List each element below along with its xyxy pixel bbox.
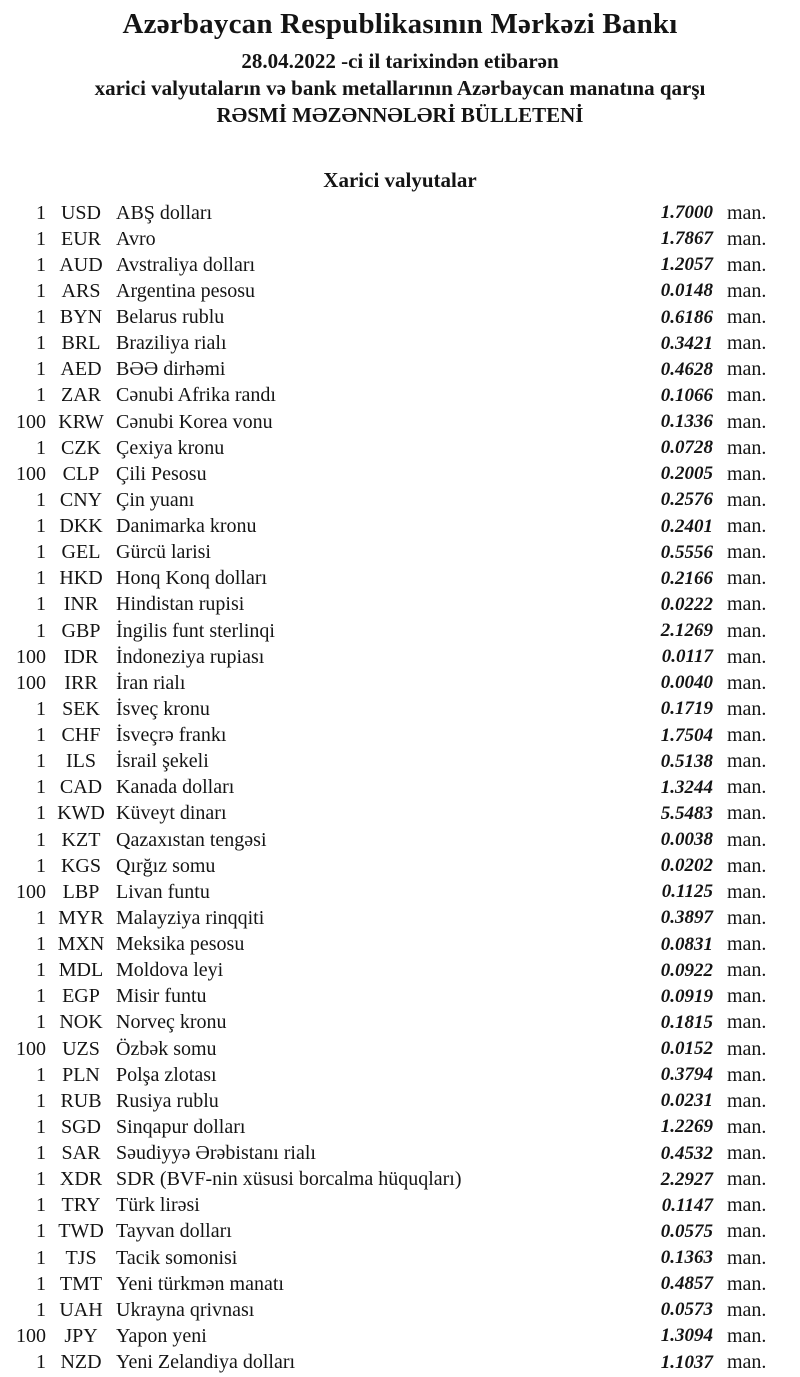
currency-code: JPY [64,1324,98,1347]
unit-label: man. [727,436,767,459]
currency-name: Moldova leyi [116,959,224,982]
table-row [0,566,800,592]
rate-value: 1.7867 [660,228,713,250]
rate-value: 5.5483 [660,802,713,824]
unit-label: man. [727,279,767,302]
currency-quantity: 1 [36,541,46,564]
unit-label: man. [727,619,767,642]
unit-label: man. [727,828,767,851]
rate-value: 0.1066 [660,384,713,406]
currency-quantity: 1 [36,306,46,329]
currency-name: Tayvan dolları [116,1220,232,1243]
unit-label: man. [727,1272,767,1295]
currency-quantity: 1 [36,854,46,877]
unit-label: man. [727,306,767,329]
currency-code: CLP [62,462,100,485]
currency-quantity: 1 [36,1089,46,1112]
unit-label: man. [727,671,767,694]
unit-label: man. [727,227,767,250]
currency-quantity: 1 [36,724,46,747]
currency-name: Avstraliya dolları [116,253,256,276]
currency-name: Tacik somonisi [116,1246,238,1269]
rate-value: 0.0202 [660,855,713,877]
rate-value: 0.0575 [660,1220,713,1242]
unit-label: man. [727,1298,767,1321]
table-row [0,331,800,357]
currency-quantity: 1 [36,384,46,407]
rate-value: 1.7504 [660,724,713,746]
currency-code: INR [63,593,99,616]
currency-quantity: 1 [36,1220,46,1243]
currency-name: Gürcü larisi [116,541,211,564]
currency-quantity: 1 [36,515,46,538]
subject-line: xarici valyutaların və bank metallarının Azərbaycan manatına qarşı [94,76,706,100]
unit-label: man. [727,750,767,773]
currency-quantity: 1 [36,1272,46,1295]
table-row [0,984,800,1010]
bank-title: Azərbaycan Respublikasının Mərkəzi Bankı [122,8,678,40]
currency-quantity: 1 [36,1011,46,1034]
currency-quantity: 1 [36,488,46,511]
table-row [0,827,800,853]
rate-value: 0.0148 [660,280,713,302]
unit-label: man. [727,985,767,1008]
currency-quantity: 1 [36,1115,46,1138]
effective-date-line: 28.04.2022 -ci il tarixindən etibarən [241,49,559,73]
unit-label: man. [727,201,767,224]
table-row [0,435,800,461]
currency-name: İsveçrə frankı [116,724,227,747]
unit-label: man. [727,959,767,982]
unit-label: man. [727,645,767,668]
currency-code: LBP [62,880,100,903]
currency-quantity: 1 [36,227,46,250]
currency-code: PLN [62,1063,100,1086]
currency-quantity: 1 [36,332,46,355]
currency-code: ZAR [61,384,101,407]
currency-quantity: 1 [36,750,46,773]
currency-name: Misir funtu [116,985,207,1008]
currency-code: NOK [59,1011,103,1034]
currency-code: MXN [57,933,105,956]
currency-quantity: 1 [36,1142,46,1165]
currency-quantity: 100 [16,1037,46,1060]
currency-code: CAD [59,776,103,799]
rate-value: 0.1719 [660,698,713,720]
unit-label: man. [727,1220,767,1243]
currency-name: Polşa zlotası [116,1063,217,1086]
currency-quantity: 1 [36,828,46,851]
currency-quantity: 100 [16,645,46,668]
currency-quantity: 1 [36,253,46,276]
rate-value: 0.3794 [660,1064,713,1086]
rates-table [0,200,800,1376]
section-title-foreign-currencies: Xarici valyutalar [323,168,477,192]
currency-name: Rusiya rublu [116,1089,219,1112]
currency-name: Küveyt dinarı [116,802,227,825]
unit-label: man. [727,1115,767,1138]
rate-value: 0.1125 [661,881,713,903]
rate-value: 0.2005 [660,463,713,485]
currency-quantity: 1 [36,985,46,1008]
currency-code: ILS [66,750,96,773]
rate-value: 0.1147 [661,1194,713,1216]
currency-code: TWD [58,1220,104,1243]
currency-name: Argentina pesosu [116,279,256,302]
currency-code: KRW [58,410,104,433]
currency-name: İsveç kronu [116,697,210,720]
rate-value: 0.0038 [660,829,713,851]
table-row [0,200,800,226]
unit-label: man. [727,253,767,276]
currency-code: EGP [62,985,100,1008]
currency-code: CNY [59,488,103,511]
unit-label: man. [727,358,767,381]
table-row [0,749,800,775]
table-row [0,1219,800,1245]
table-row [0,540,800,566]
unit-label: man. [727,1168,767,1191]
table-row [0,801,800,827]
currency-quantity: 1 [36,1351,46,1374]
rate-value: 0.6186 [660,306,713,328]
currency-code: BRL [61,332,101,355]
currency-name: Türk lirəsi [116,1194,200,1217]
currency-name: Qazaxıstan tengəsi [116,828,267,851]
rate-value: 0.2166 [660,567,713,589]
unit-label: man. [727,906,767,929]
currency-code: CZK [61,436,101,459]
currency-name: Sinqapur dolları [116,1115,246,1138]
currency-quantity: 100 [16,671,46,694]
rate-value: 0.5138 [660,750,713,772]
currency-code: BYN [59,306,103,329]
rate-value: 0.3421 [660,332,713,354]
currency-quantity: 1 [36,1168,46,1191]
currency-quantity: 1 [36,1194,46,1217]
currency-name: Cənubi Afrika randı [116,384,276,407]
table-row [0,775,800,801]
currency-name: İndoneziya rupiası [116,645,265,668]
currency-code: KWD [57,802,105,825]
table-row [0,1088,800,1114]
unit-label: man. [727,1194,767,1217]
table-row [0,1114,800,1140]
currency-name: Səudiyyə Ərəbistanı rialı [116,1142,316,1165]
currency-name: Norveç kronu [116,1011,227,1034]
currency-quantity: 1 [36,436,46,459]
table-row [0,696,800,722]
currency-quantity: 1 [36,279,46,302]
currency-quantity: 100 [16,462,46,485]
currency-code: UAH [59,1298,103,1321]
table-row [0,932,800,958]
rate-value: 0.1336 [660,411,713,433]
currency-code: HKD [59,567,103,590]
currency-name: Çexiya kronu [116,436,225,459]
rate-value: 1.2269 [660,1116,713,1138]
table-row [0,879,800,905]
unit-label: man. [727,802,767,825]
currency-name: Qırğız somu [116,854,216,877]
unit-label: man. [727,1324,767,1347]
currency-name: Yeni türkmən manatı [116,1272,284,1295]
rate-value: 0.0922 [660,959,713,981]
currency-quantity: 1 [36,802,46,825]
table-row [0,723,800,749]
rate-value: 0.0728 [660,437,713,459]
currency-code: TJS [65,1246,97,1269]
unit-label: man. [727,724,767,747]
table-row [0,305,800,331]
currency-code: RUB [60,1089,102,1112]
rate-value: 2.1269 [660,620,713,642]
currency-quantity: 1 [36,619,46,642]
currency-name: SDR (BVF-nin xüsusi borcalma hüquqları) [116,1168,462,1191]
currency-code: KGS [60,854,101,877]
currency-quantity: 1 [36,1246,46,1269]
currency-code: MDL [58,959,104,982]
rate-value: 0.1363 [660,1247,713,1269]
currency-code: AED [60,358,102,381]
table-row [0,252,800,278]
table-row [0,357,800,383]
rate-value: 0.5556 [660,541,713,563]
currency-code: ARS [61,279,101,302]
currency-code: AUD [59,253,103,276]
table-row [0,1350,800,1376]
currency-quantity: 100 [16,410,46,433]
unit-label: man. [727,854,767,877]
rate-value: 0.0117 [661,646,713,668]
currency-name: Hindistan rupisi [116,593,245,616]
rate-value: 0.4532 [660,1142,713,1164]
currency-code: USD [60,201,101,224]
currency-code: DKK [59,515,103,538]
currency-name: İngilis funt sterlinqi [116,619,275,642]
currency-quantity: 1 [36,593,46,616]
currency-quantity: 1 [36,201,46,224]
table-row [0,409,800,435]
table-row [0,278,800,304]
table-row [0,383,800,409]
rate-value: 0.0919 [660,985,713,1007]
currency-name: Braziliya rialı [116,332,227,355]
currency-name: Çin yuanı [116,488,195,511]
table-row [0,1245,800,1271]
currency-name: Belarus rublu [116,306,225,329]
table-row [0,461,800,487]
rate-value: 0.2401 [660,515,713,537]
currency-code: GEL [61,541,101,564]
unit-label: man. [727,593,767,616]
currency-name: İran rialı [116,671,186,694]
rate-value: 0.4628 [660,358,713,380]
currency-quantity: 100 [16,880,46,903]
currency-name: Özbək somu [116,1037,217,1060]
unit-label: man. [727,410,767,433]
table-row [0,1141,800,1167]
currency-name: Ukrayna qrivnası [116,1298,255,1321]
currency-code: SAR [61,1142,101,1165]
currency-quantity: 1 [36,933,46,956]
unit-label: man. [727,488,767,511]
currency-code: UZS [62,1037,100,1060]
unit-label: man. [727,1142,767,1165]
currency-quantity: 1 [36,697,46,720]
currency-code: CHF [61,724,101,747]
currency-name: Kanada dolları [116,776,235,799]
table-row [0,1010,800,1036]
currency-name: Yeni Zelandiya dolları [116,1351,296,1374]
currency-code: IRR [64,671,98,694]
unit-label: man. [727,1246,767,1269]
unit-label: man. [727,541,767,564]
unit-label: man. [727,1063,767,1086]
currency-name: Cənubi Korea vonu [116,410,273,433]
table-row [0,514,800,540]
currency-name: Malayziya rinqqiti [116,906,265,929]
unit-label: man. [727,1089,767,1112]
rate-value: 1.3094 [660,1325,713,1347]
rate-value: 1.1037 [660,1351,713,1373]
rate-value: 0.0152 [660,1038,713,1060]
currency-code: SEK [62,697,100,720]
currency-quantity: 1 [36,1298,46,1321]
table-row [0,853,800,879]
rate-value: 1.3244 [660,776,713,798]
currency-code: NZD [60,1351,102,1374]
unit-label: man. [727,332,767,355]
currency-quantity: 1 [36,776,46,799]
table-row [0,905,800,931]
unit-label: man. [727,933,767,956]
currency-name: Avro [116,227,156,250]
currency-name: Danimarka kronu [116,515,257,538]
rate-value: 0.4857 [660,1273,713,1295]
rate-value: 0.0040 [660,672,713,694]
currency-quantity: 1 [36,959,46,982]
rate-value: 0.3897 [660,907,713,929]
table-row [0,1167,800,1193]
unit-label: man. [727,515,767,538]
currency-quantity: 100 [16,1324,46,1347]
currency-quantity: 1 [36,1063,46,1086]
table-row [0,1193,800,1219]
currency-name: Honq Konq dolları [116,567,268,590]
currency-name: ABŞ dolları [116,201,213,224]
currency-name: Meksika pesosu [116,933,245,956]
table-row [0,487,800,513]
currency-code: KZT [61,828,101,851]
currency-name: Yapon yeni [116,1324,207,1347]
rate-value: 0.0573 [660,1299,713,1321]
currency-code: EUR [61,227,101,250]
currency-code: TMT [59,1272,103,1295]
currency-code: TRY [61,1194,101,1217]
unit-label: man. [727,1037,767,1060]
table-row [0,670,800,696]
table-row [0,1036,800,1062]
currency-code: SGD [60,1115,101,1138]
rate-value: 0.0231 [660,1090,713,1112]
unit-label: man. [727,1011,767,1034]
unit-label: man. [727,384,767,407]
unit-label: man. [727,880,767,903]
unit-label: man. [727,567,767,590]
rate-value: 0.1815 [660,1011,713,1033]
table-row [0,1297,800,1323]
currency-code: GBP [61,619,101,642]
table-row [0,1271,800,1297]
currency-name: BƏƏ dirhəmi [116,358,226,381]
rate-value: 1.2057 [660,254,713,276]
currency-code: MYR [58,906,104,929]
currency-name: Livan funtu [116,880,210,903]
table-row [0,644,800,670]
rate-value: 0.0831 [660,933,713,955]
table-row [0,1323,800,1349]
unit-label: man. [727,1351,767,1374]
currency-name: İsrail şekeli [116,750,209,773]
unit-label: man. [727,462,767,485]
unit-label: man. [727,697,767,720]
currency-code: IDR [63,645,99,668]
rate-value: 0.2576 [660,489,713,511]
table-row [0,958,800,984]
currency-name: Çili Pesosu [116,462,207,485]
table-row [0,1062,800,1088]
unit-label: man. [727,776,767,799]
table-row [0,592,800,618]
rate-value: 1.7000 [660,202,713,224]
currency-quantity: 1 [36,906,46,929]
currency-quantity: 1 [36,358,46,381]
bulletin-title-line: RƏSMİ MƏZƏNNƏLƏRİ BÜLLETENİ [216,103,584,127]
table-row [0,618,800,644]
currency-code: XDR [59,1168,103,1191]
rate-value: 2.2927 [660,1168,713,1190]
table-row [0,226,800,252]
currency-quantity: 1 [36,567,46,590]
rate-value: 0.0222 [660,593,713,615]
